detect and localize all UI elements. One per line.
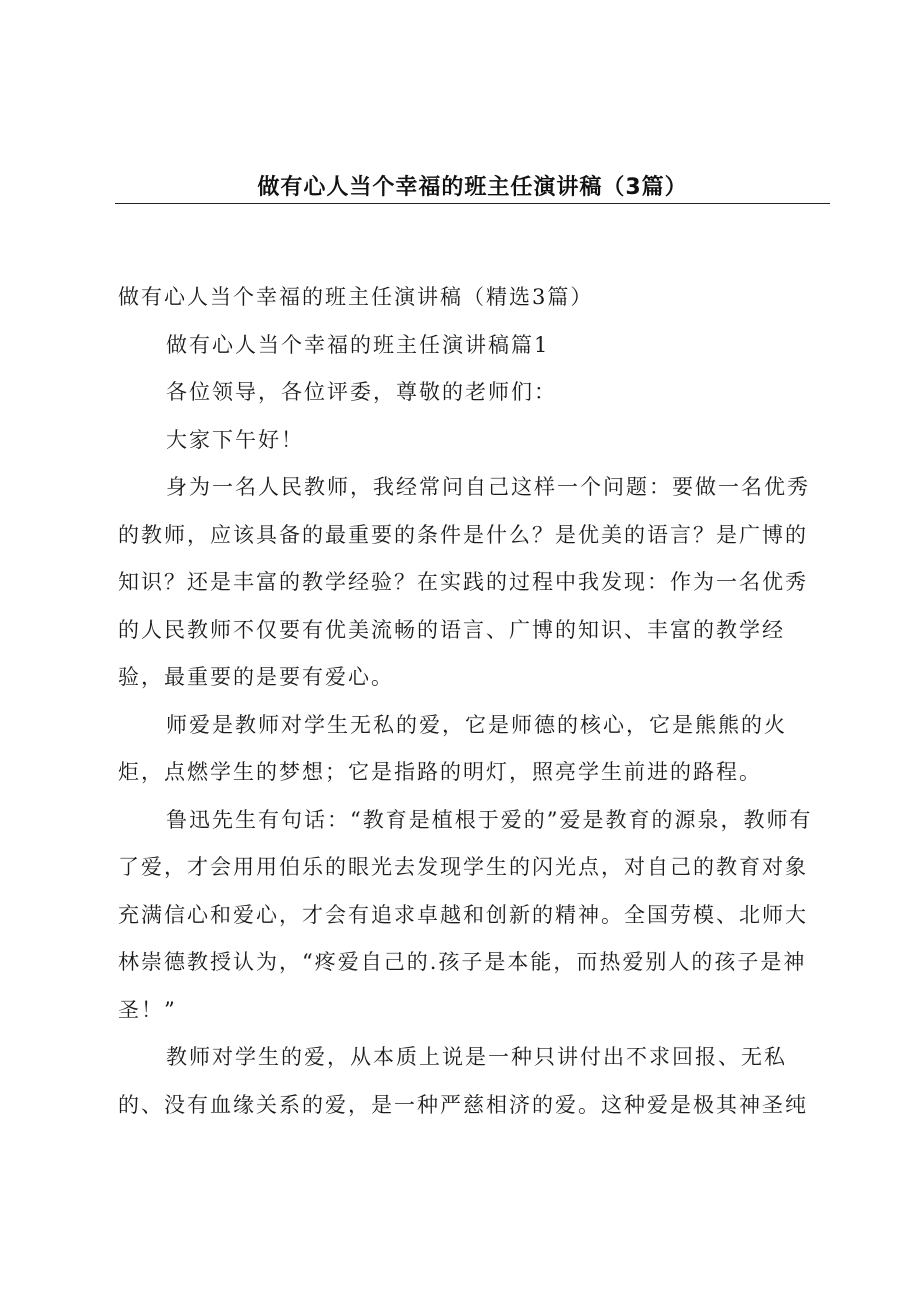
document-title: 做有心人当个幸福的班主任演讲稿（3篇） bbox=[257, 175, 688, 200]
greeting: 大家下午好！ bbox=[166, 427, 304, 452]
body-paragraph: 鲁迅先生有句话：“教育是植根于爱的”爱是教育的源泉，教师有了爱，才会用用伯乐的眼光去发现学生的闪光点，对自己的教育对象充满信心和爱心，才会有追求卓越和创新的精神。全国劳模、北师大林崇德教授认为，“疼爱自己的.孩子是本能，而热爱别人的孩子是神圣！” bbox=[118, 807, 813, 1022]
subtitle-paragraph: 做有心人当个幸福的班主任演讲稿（精选3篇） bbox=[118, 285, 594, 309]
body-paragraph: 教师对学生的爱，从本质上说是一种只讲付出不求回报、无私的、没有血缘关系的爱，是一种严慈相济的爱。这种爱是极其神圣纯 bbox=[118, 1045, 808, 1117]
body-paragraph: 身为一名人民教师，我经常问自己这样一个问题：要做一名优秀的教师，应该具备的最重要的条件是什么？是优美的语言？是广博的知识？还是丰富的教学经验？在实践的过程中我发现：作为一名优秀的人民教师不仅要有优美流畅的语言、广博的知识、丰富的教学经验，最重要的是要有爱心。 bbox=[118, 475, 810, 689]
title-underline bbox=[115, 203, 830, 204]
section-heading: 做有心人当个幸福的班主任演讲稿篇1 bbox=[166, 332, 550, 357]
document-body bbox=[118, 274, 830, 1129]
salutation: 各位领导，各位评委，尊敬的老师们： bbox=[166, 380, 557, 404]
body-paragraph: 师爱是教师对学生无私的爱，它是师德的核心，它是熊熊的火炬，点燃学生的梦想；它是指路的明灯，照亮学生前进的路程。 bbox=[118, 712, 787, 784]
